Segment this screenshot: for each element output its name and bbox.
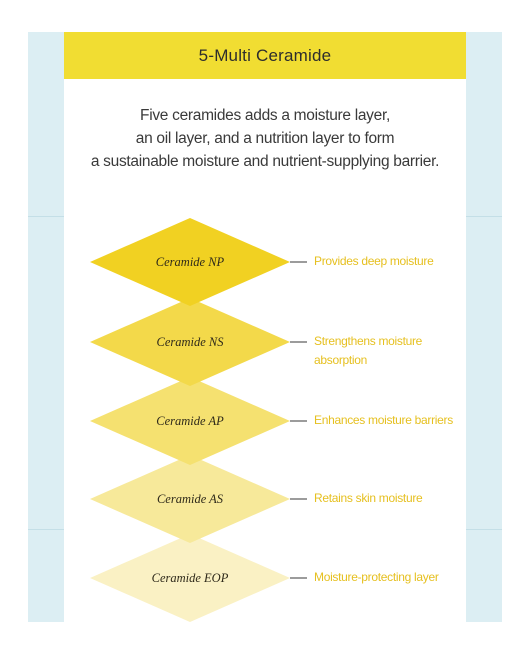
benefit-line: Strengthens moisture (314, 334, 423, 348)
description-line: Five ceramides adds a moisture layer, (140, 107, 390, 124)
ceramide-benefit (314, 332, 422, 370)
benefit-line: Enhances moisture barriers (314, 413, 453, 427)
ceramide-benefit (314, 411, 453, 430)
ceramide-benefit (314, 252, 433, 271)
page-title: 5-Multi Ceramide (198, 45, 332, 65)
ceramide-name: Ceramide NS (156, 335, 224, 349)
ceramide-name: Ceramide EOP (151, 571, 229, 585)
benefit-line: Provides deep moisture (314, 254, 434, 268)
benefit-line: Moisture-protecting layer (314, 570, 439, 584)
ceramide-benefit (314, 489, 422, 508)
description-line: an oil layer, and a nutrition layer to form (135, 130, 395, 147)
ceramide-name: Ceramide NP (155, 255, 225, 269)
benefit-line: absorption (314, 353, 368, 367)
ceramide-name: Ceramide AS (156, 492, 224, 506)
benefit-line: Retains skin moisture (314, 491, 423, 505)
ceramide-name: Ceramide AP (156, 414, 224, 428)
description-line: a sustainable moisture and nutrient-supplying barrier. (90, 153, 440, 170)
ceramide-benefit (314, 568, 439, 587)
